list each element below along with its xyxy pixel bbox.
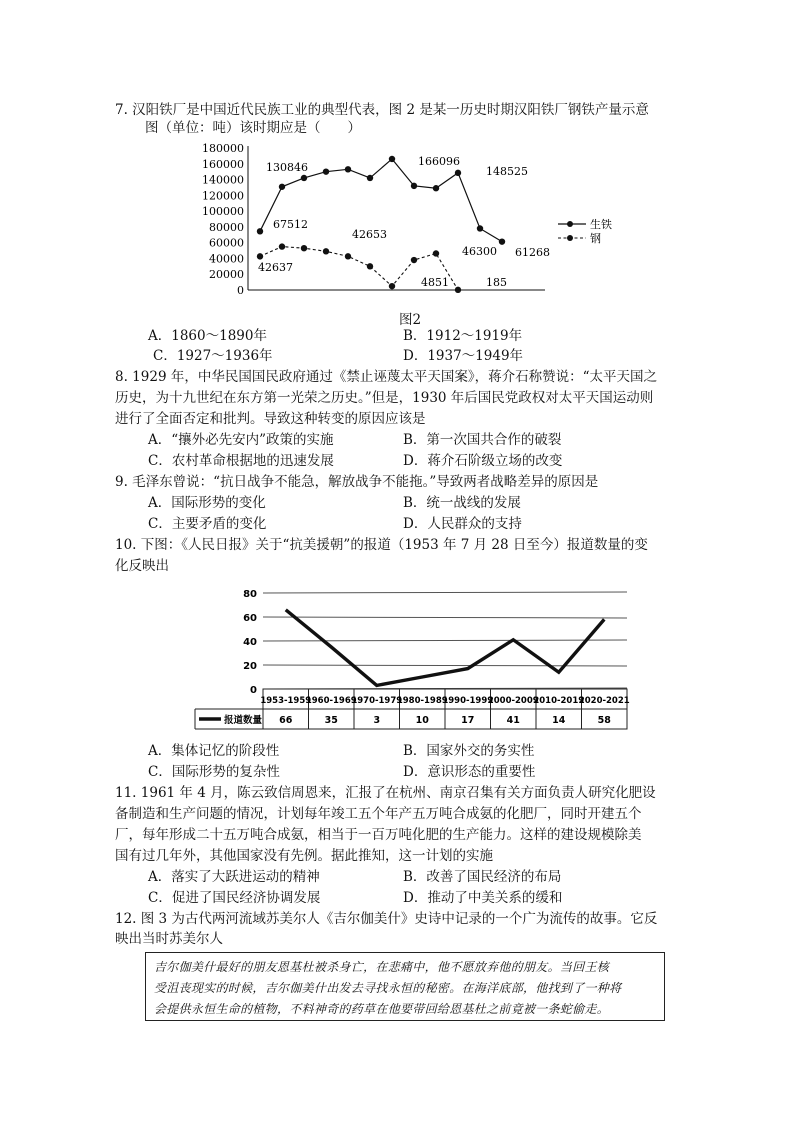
chart1-data-label: 185 bbox=[486, 276, 507, 289]
iron-point bbox=[345, 166, 351, 172]
iron-point bbox=[257, 228, 263, 234]
chart2-y-tick-label: 20 bbox=[243, 661, 257, 672]
chart1-data-label: 4851 bbox=[421, 276, 449, 289]
figure-2-caption: 图2 bbox=[399, 312, 422, 328]
chart1-y-tick-label: 180000 bbox=[202, 142, 244, 155]
q10-option-b[interactable]: B．国家外交的务实性 bbox=[403, 743, 535, 759]
chart2-legend-label: 报道数量 bbox=[224, 715, 263, 726]
chart1-y-tick-label: 40000 bbox=[209, 252, 244, 266]
chart2-category-label: 2020-2021 bbox=[578, 696, 630, 706]
q8-stem-line2: 历史，为十九世纪在东方第一光荣之历史。”但是，1930 年后国民党政权对太平天国运动则 bbox=[115, 390, 654, 406]
iron-point bbox=[411, 183, 417, 189]
q8-stem-line1: 8. 1929 年，中华民国国民政府通过《禁止诬蔑太平天国案》，蒋介石称赞说：“太平天国之 bbox=[115, 369, 657, 385]
chart1-data-labels bbox=[258, 155, 550, 289]
iron-point bbox=[499, 238, 505, 244]
chart2-y-tick-label: 40 bbox=[243, 637, 257, 648]
chart1-legend bbox=[558, 217, 612, 245]
q12-stem-line2: 映出当时苏美尔人 bbox=[115, 931, 223, 947]
peoples-daily-chart bbox=[195, 583, 635, 733]
iron-point bbox=[433, 185, 439, 191]
steel-point bbox=[367, 263, 373, 269]
legend-iron-label: 生铁 bbox=[590, 218, 612, 231]
q9-option-d[interactable]: D．人民群众的支持 bbox=[403, 516, 522, 532]
legend-steel-label: 钢 bbox=[590, 232, 601, 245]
figure-3-story-box bbox=[145, 952, 665, 1021]
chart1-y-ticks bbox=[202, 142, 244, 297]
chart2-y-tick-label: 0 bbox=[250, 685, 257, 696]
q10-option-d[interactable]: D．意识形态的重要性 bbox=[403, 764, 536, 780]
legend-steel-marker bbox=[567, 235, 573, 241]
q7-option-b[interactable]: B．1912～1919年 bbox=[403, 328, 523, 344]
steel-point bbox=[433, 250, 439, 256]
q8-option-b[interactable]: B．第一次国共合作的破裂 bbox=[403, 432, 562, 448]
chart2-y-ticks bbox=[243, 589, 257, 696]
chart2-value-label: 35 bbox=[324, 715, 338, 726]
q12-stem-line1: 12. 图 3 为古代两河流域苏美尔人《吉尔伽美什》史诗中记录的一个广为流传的故事。它反 bbox=[115, 911, 658, 927]
iron-point bbox=[389, 156, 395, 162]
chart1-y-tick-label: 100000 bbox=[202, 205, 244, 219]
q11-option-a[interactable]: A．落实了大跃进运动的精神 bbox=[148, 869, 320, 885]
chart2-value-label: 10 bbox=[415, 715, 429, 726]
story-line-1: 吉尔伽美什最好的朋友恩基杜被杀身亡，在悲痛中，他不愿放弃他的朋友。当回王核 bbox=[154, 960, 610, 974]
iron-point bbox=[301, 175, 307, 181]
chart2-gridline bbox=[263, 617, 627, 618]
legend-iron-marker bbox=[567, 221, 573, 227]
chart1-data-label: 42653 bbox=[352, 228, 387, 241]
q8-option-d[interactable]: D．蒋介石阶级立场的改变 bbox=[403, 453, 563, 469]
steel-point bbox=[411, 257, 417, 263]
iron-point bbox=[367, 175, 373, 181]
q11-option-c[interactable]: C．促进了国民经济协调发展 bbox=[148, 890, 321, 906]
q9-option-a[interactable]: A．国际形势的变化 bbox=[148, 495, 266, 511]
q9-option-b[interactable]: B．统一战线的发展 bbox=[403, 495, 521, 511]
iron-point bbox=[477, 225, 483, 231]
chart1-y-tick-label: 80000 bbox=[209, 220, 244, 234]
chart1-data-label: 130846 bbox=[266, 161, 308, 174]
chart1-y-tick-label: 140000 bbox=[202, 173, 244, 187]
steel-point bbox=[257, 253, 263, 259]
steel-point bbox=[323, 248, 329, 254]
q7-option-c[interactable]: C．1927～1936年 bbox=[153, 348, 273, 364]
q8-option-c[interactable]: C．农村革命根据地的迅速发展 bbox=[148, 453, 334, 469]
chart1-data-label: 148525 bbox=[486, 165, 528, 178]
q10-stem-line2: 化反映出 bbox=[115, 558, 169, 574]
chart1-y-tick-label: 0 bbox=[237, 284, 244, 297]
chart1-data-label: 42637 bbox=[258, 261, 293, 274]
chart1-y-tick-label: 160000 bbox=[202, 157, 244, 171]
steel-point bbox=[345, 253, 351, 259]
chart2-gridline bbox=[263, 665, 627, 666]
q11-stem-line1: 11. 1961 年 4 月，陈云致信周恩来，汇报了在杭州、南京召集有关方面负责人研究化肥设 bbox=[115, 785, 656, 801]
steel-point bbox=[279, 243, 285, 249]
q11-stem-line3: 厂，每年形成二十五万吨合成氨，相当于一百万吨化肥的生产能力。这样的建设规模除美 bbox=[115, 827, 642, 843]
iron-output-chart bbox=[200, 138, 612, 298]
chart2-value-label: 66 bbox=[279, 715, 293, 726]
chart2-series-line bbox=[286, 610, 605, 686]
chart2-y-tick-label: 60 bbox=[243, 613, 257, 624]
q11-stem-line4: 国有过几年外，其他国家没有先例。据此推知，这一计划的实施 bbox=[115, 848, 493, 864]
chart2-value-label: 3 bbox=[373, 715, 381, 726]
q11-option-d[interactable]: D．推动了中美关系的缓和 bbox=[403, 890, 563, 906]
chart2-category-label: 2010-2019 bbox=[533, 696, 585, 706]
chart2-value-label: 14 bbox=[552, 715, 566, 726]
chart2-value-label: 41 bbox=[506, 715, 520, 726]
chart2-category-label: 1980-1989 bbox=[396, 696, 448, 706]
chart2-series-line-path bbox=[286, 610, 605, 686]
q9-option-c[interactable]: C．主要矛盾的变化 bbox=[148, 516, 267, 532]
q7-option-d[interactable]: D．1937～1949年 bbox=[403, 348, 524, 364]
chart1-data-label: 46300 bbox=[462, 245, 497, 258]
steel-point bbox=[389, 283, 395, 289]
chart2-gridline bbox=[263, 592, 627, 593]
chart2-value-label: 58 bbox=[597, 715, 611, 726]
q10-stem-line1: 10. 下图：《人民日报》关于“抗美援朝”的报道（1953 年 7 月 28 日至今）报道数量的变 bbox=[115, 537, 648, 553]
q9-stem-line1: 9. 毛泽东曾说：“抗日战争不能急，解放战争不能拖。”导致两者战略差异的原因是 bbox=[115, 474, 599, 490]
chart2-y-tick-label: 80 bbox=[243, 589, 257, 600]
chart2-category-label: 1960-1969 bbox=[305, 696, 357, 706]
q10-option-a[interactable]: A．集体记忆的阶段性 bbox=[148, 743, 280, 759]
chart1-y-tick-label: 60000 bbox=[209, 236, 244, 250]
chart2-value-label: 17 bbox=[461, 715, 475, 726]
chart1-data-label: 166096 bbox=[418, 155, 460, 168]
q11-option-b[interactable]: B．改善了国民经济的布局 bbox=[403, 869, 562, 885]
chart2-category-label: 1970-1979 bbox=[351, 696, 403, 706]
iron-point bbox=[279, 184, 285, 190]
iron-point bbox=[455, 170, 461, 176]
chart2-category-label: 1990-1999 bbox=[442, 696, 494, 706]
q7-option-a[interactable]: A．1860～1890年 bbox=[148, 328, 267, 344]
story-line-2: 受沮丧现实的时候，吉尔伽美什出发去寻找永恒的秘密。在海洋底部，他找到了一种将 bbox=[154, 981, 622, 995]
chart1-y-tick-label: 120000 bbox=[202, 189, 244, 203]
chart1-y-tick-label: 20000 bbox=[209, 268, 244, 282]
chart2-category-label: 1953-1959 bbox=[260, 696, 312, 706]
steel-point bbox=[301, 245, 307, 251]
q8-option-a[interactable]: A．“攘外必先安内”政策的实施 bbox=[148, 432, 334, 448]
story-line-3: 会提供永恒生命的植物，不料神奇的药草在他要带回给恩基杜之前竟被一条蛇偷走。 bbox=[154, 1002, 610, 1016]
q7-stem-line2: 图（单位：吨）该时期应是（ ） bbox=[145, 120, 361, 136]
steel-point bbox=[455, 287, 461, 293]
q8-stem-line3: 进行了全面否定和批判。导致这种转变的原因应该是 bbox=[115, 411, 426, 427]
q10-option-c[interactable]: C．国际形势的复杂性 bbox=[148, 764, 280, 780]
iron-point bbox=[323, 168, 329, 174]
q7-stem-line1: 7. 汉阳铁厂是中国近代民族工业的典型代表，图 2 是某一历史时期汉阳铁厂钢铁产量示意 bbox=[115, 102, 649, 118]
chart1-data-label: 67512 bbox=[273, 218, 308, 231]
chart2-gridline bbox=[263, 640, 627, 641]
chart2-category-label: 2000-2009 bbox=[487, 696, 539, 706]
chart2-data-table bbox=[195, 689, 630, 729]
chart1-data-label: 61268 bbox=[515, 246, 550, 259]
q11-stem-line2: 备制造和生产问题的情况，计划每年竣工五个年产五万吨合成氨的化肥厂，同时开建五个 bbox=[115, 806, 642, 822]
